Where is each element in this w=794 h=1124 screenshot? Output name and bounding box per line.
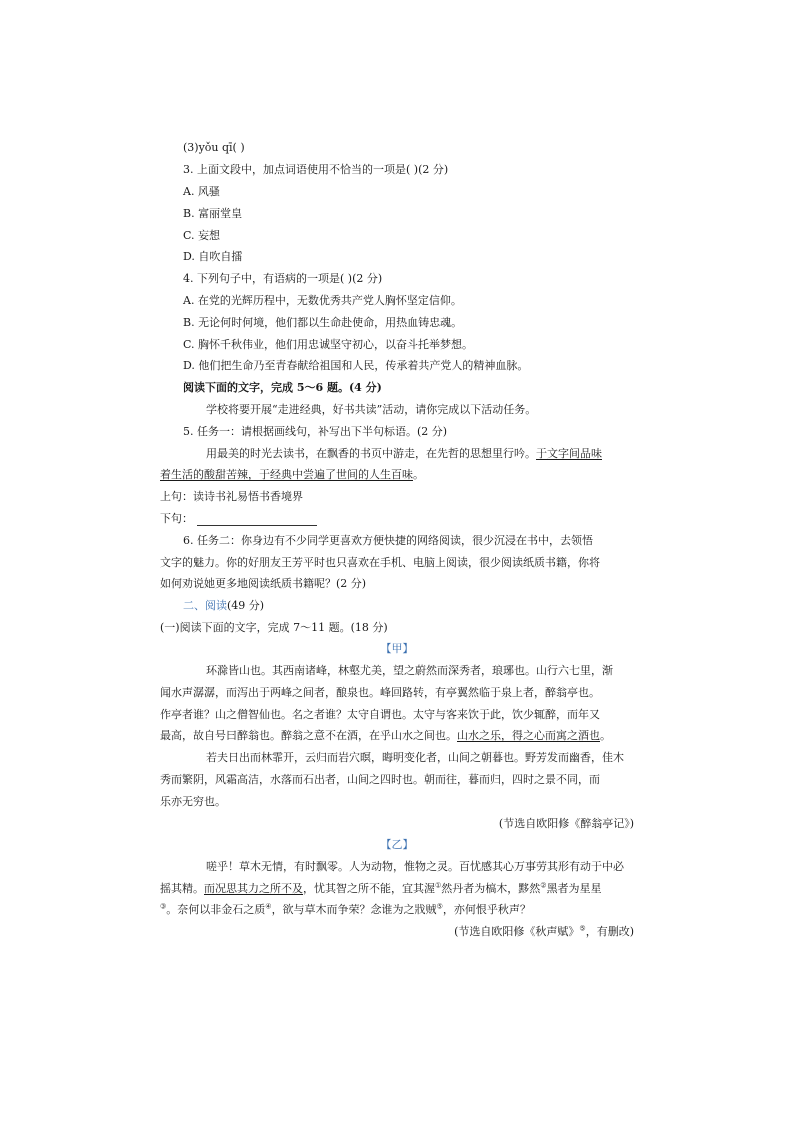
jia-p1-line2: 闻水声潺潺，而泻出于两峰之间者，酿泉也。峰回路转，有亭翼然临于泉上者，醉翁亭也。	[160, 686, 600, 699]
q5-underlined-sentence-b: 着生活的酸甜苦辣，于经典中尝遍了世间的人生百味	[160, 468, 413, 481]
q6-line2: 文字的魅力。你的好朋友王芳平时也只喜欢在手机、电脑上阅读，很少阅读纸质书籍，你将	[160, 556, 600, 569]
pinyin-question: (3)yǒu qī( )	[183, 141, 245, 154]
reading-intro: 阅读下面的文字，完成 5～6 题。(4 分)	[183, 381, 382, 394]
q5-passage-text: 用最美的时光去读书，在飘香的书页中游走，在先哲的思想里行吟。	[206, 447, 536, 460]
jia-p2-line2: 秀而繁阴，风霜高洁，水落而石出者，山间之四时也。朝而往，暮而归，四时之景不同，而	[160, 773, 600, 786]
q5-passage-line1	[206, 447, 602, 461]
note-mark-1: ①	[435, 881, 442, 890]
q5-answer-blank[interactable]	[197, 515, 317, 526]
q5-passage-line2: 着生活的酸甜苦辣，于经典中尝遍了世间的人生百味。	[160, 468, 424, 481]
q3-option-b: B. 富丽堂皇	[183, 207, 243, 220]
jia-source: (节选自欧阳修《醉翁亭记》)	[498, 817, 634, 830]
yi-title: 【乙】	[380, 838, 414, 851]
yi-underlined-sentence: 而况思其力之所不及	[204, 882, 303, 895]
q3-option-d: D. 自吹自擂	[183, 250, 243, 263]
q3-option-a: A. 风骚	[183, 185, 220, 198]
part1-intro: (一)阅读下面的文字，完成 7～11 题。(18 分)	[160, 621, 388, 634]
section-2-heading: 二、阅读(49 分)	[183, 599, 265, 612]
q4-option-c: C. 胸怀千秋伟业，他们用忠诚坚守初心，以奋斗托举梦想。	[183, 338, 474, 351]
jia-p1-line1: 环滁皆山也。其西南诸峰，林壑尤美，望之蔚然而深秀者，琅琊也。山行六七里，渐	[206, 664, 613, 677]
yi-line1: 嗟乎！草木无情，有时飘零。人为动物，惟物之灵。百忧感其心万事劳其形有动于中必	[206, 860, 624, 873]
note-mark-6: ⑤	[579, 924, 586, 933]
jia-title: 【甲】	[380, 642, 414, 655]
note-mark-2: ②	[540, 881, 547, 890]
yi-line3: ③。奈何以非金石之质④，欲与草木而争荣？念谁为之戕贼⑤，亦何恨乎秋声？	[160, 902, 531, 916]
jia-p2-line3: 乐亦无穷也。	[160, 795, 226, 808]
note-mark-3: ③	[160, 902, 167, 911]
note-mark-5: ⑤	[436, 902, 443, 911]
q4-option-b: B. 无论何时何境，他们都以生命赴使命，用热血铸忠魂。	[183, 316, 463, 329]
q4-option-d: D. 他们把生命乃至青春献给祖国和人民，传承着共产党人的精神血脉。	[183, 359, 529, 372]
jia-p1-line4: 最高，故自号曰醉翁也。醉翁之意不在酒，在乎山水之间也。山水之乐，得之心而寓之酒也。	[160, 729, 611, 742]
q3-option-c: C. 妄想	[183, 229, 221, 242]
jia-p1-line3: 作亭者谁？山之僧智仙也。名之者谁？太守自谓也。太守与客来饮于此，饮少辄醉，而年又	[160, 708, 600, 721]
q5-underlined-sentence-a: 于文字间品味	[536, 447, 602, 460]
q5-lower-line: 下句：	[160, 512, 317, 526]
q4-option-a: A. 在党的光辉历程中，无数优秀共产党人胸怀坚定信仰。	[183, 294, 462, 307]
jia-p2-line1: 若夫日出而林霏开，云归而岩穴暝，晦明变化者，山间之朝暮也。野芳发而幽香，佳木	[206, 751, 624, 764]
q4-stem: 4. 下列句子中，有语病的一项是( )(2 分)	[183, 272, 383, 285]
yi-source: (节选自欧阳修《秋声赋》⑤，有删改)	[454, 924, 634, 938]
q3-stem: 3. 上面文段中，加点词语使用不恰当的一项是( )(2 分)	[183, 163, 449, 176]
q6-line3: 如何劝说她更多地阅读纸质书籍呢？(2 分)	[160, 577, 367, 590]
note-mark-4: ④	[265, 902, 272, 911]
yi-line2: 摇其精。而况思其力之所不及，忧其智之所不能，宜其渥①然丹者为槁木，黟然②黑者为星星	[160, 881, 602, 895]
reading-task: 学校将要开展“走进经典，好书共读”活动，请你完成以下活动任务。	[206, 403, 537, 416]
q5-upper-line: 上句：读诗书礼易悟书香境界	[160, 490, 303, 503]
jia-underlined-sentence: 山水之乐，得之心而寓之酒也	[457, 729, 600, 742]
q5-stem: 5. 任务一：请根据画线句，补写出下半句标语。(2 分)	[183, 425, 448, 438]
section-2-label: 二、阅读	[183, 599, 227, 612]
q6-line1: 6. 任务二：你身边有不少同学更喜欢方便快捷的网络阅读，很少沉浸在书中，去领悟	[183, 534, 593, 547]
